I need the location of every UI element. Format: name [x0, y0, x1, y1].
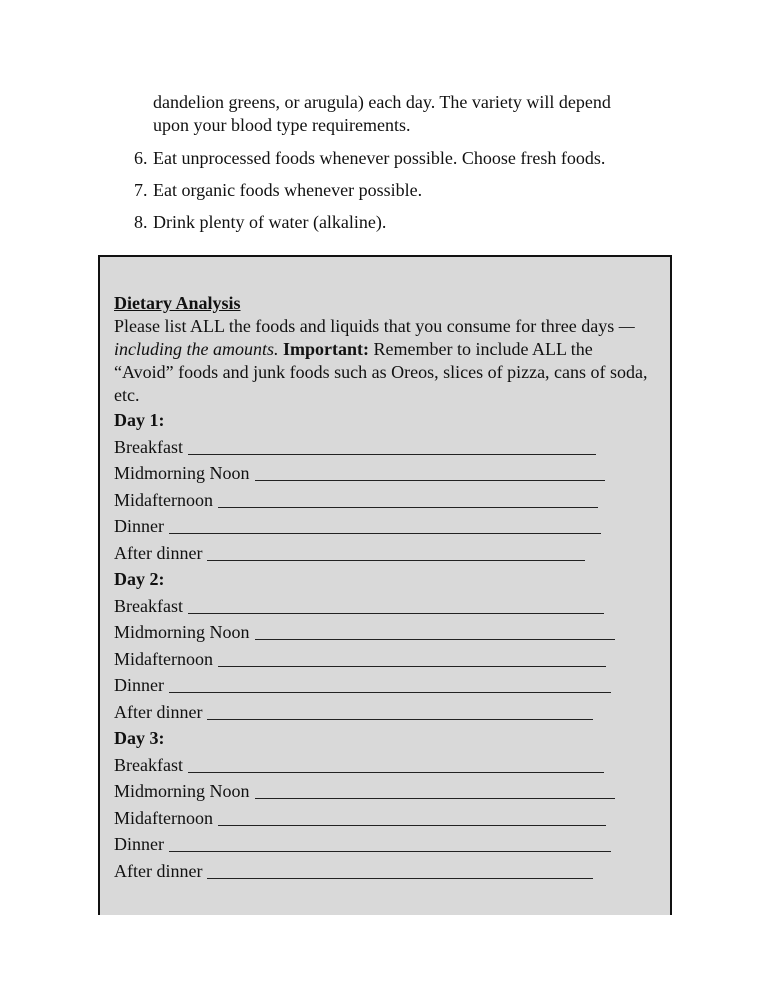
- meal-label: Midmorning Noon: [114, 463, 250, 483]
- meal-label: Dinner: [114, 834, 164, 854]
- panel-intro: [114, 315, 654, 407]
- day-label: Day 2:: [114, 569, 165, 589]
- meal-label: Breakfast: [114, 436, 183, 457]
- intro-italic: —including the amounts.: [114, 316, 635, 359]
- breakfast-entry-line[interactable]: [188, 754, 604, 773]
- dinner-entry-line[interactable]: [169, 674, 611, 693]
- list-item-number: 6.: [134, 148, 148, 168]
- list-item-text: Drink plenty of water (alkaline).: [153, 212, 387, 232]
- day-label: Day 1:: [114, 410, 165, 430]
- midafternoon-entry-line[interactable]: [218, 648, 606, 667]
- meal-label: After dinner: [114, 542, 203, 563]
- dinner-entry-line[interactable]: [169, 833, 611, 852]
- list-item-text: Eat organic foods whenever possible.: [153, 180, 423, 200]
- meal-row-breakfast: [114, 752, 654, 779]
- dinner-entry-line[interactable]: [169, 515, 601, 534]
- midmorning-entry-line[interactable]: [255, 462, 605, 481]
- meal-label: Midmorning Noon: [114, 781, 250, 801]
- meal-row-after-dinner: [114, 540, 654, 567]
- after-dinner-entry-line[interactable]: [207, 701, 593, 720]
- breakfast-entry-line[interactable]: [188, 595, 604, 614]
- meal-row-after-dinner: [114, 858, 654, 885]
- meal-label: After dinner: [114, 701, 203, 722]
- meal-label: Midafternoon: [114, 489, 213, 510]
- after-dinner-entry-line[interactable]: [207, 860, 593, 879]
- meal-row-midmorning: [114, 460, 654, 487]
- midafternoon-entry-line[interactable]: [218, 807, 606, 826]
- meal-row-after-dinner: [114, 699, 654, 726]
- meal-label: After dinner: [114, 860, 203, 881]
- list-item-number: 8.: [134, 212, 148, 232]
- meal-label: Midafternoon: [114, 807, 213, 828]
- list-item-text: Eat unprocessed foods whenever possible. Choose fresh foods.: [153, 148, 606, 168]
- after-dinner-entry-line[interactable]: [207, 542, 585, 561]
- day-section-1: [114, 407, 654, 566]
- list-item-6: [134, 147, 605, 170]
- meal-row-breakfast: [114, 434, 654, 461]
- meal-label: Breakfast: [114, 595, 183, 616]
- meal-row-dinner: [114, 672, 654, 699]
- meal-label: Midafternoon: [114, 648, 213, 669]
- dietary-analysis-panel: [98, 255, 672, 915]
- meal-row-dinner: [114, 831, 654, 858]
- day-section-3: [114, 725, 654, 884]
- meal-row-breakfast: [114, 593, 654, 620]
- meal-row-midafternoon: [114, 646, 654, 673]
- meal-label: Midmorning Noon: [114, 622, 250, 642]
- meal-label: Breakfast: [114, 754, 183, 775]
- day-section-2: [114, 566, 654, 725]
- meal-row-midafternoon: [114, 487, 654, 514]
- meal-row-midmorning: [114, 619, 654, 646]
- meal-row-midmorning: [114, 778, 654, 805]
- meal-label: Dinner: [114, 516, 164, 536]
- midmorning-entry-line[interactable]: [255, 780, 615, 799]
- meal-row-midafternoon: [114, 805, 654, 832]
- panel-content: [114, 291, 654, 884]
- breakfast-entry-line[interactable]: [188, 436, 596, 455]
- list-item-8: [134, 211, 386, 234]
- intro-text-2: Remember to include ALL the “Avoid” foods and junk foods such as Oreos, slices of pizza, cans of soda, etc.: [114, 339, 648, 405]
- panel-heading: Dietary Analysis: [114, 293, 241, 313]
- intro-bold: Important:: [283, 339, 369, 359]
- list-item-number: 7.: [134, 180, 148, 200]
- list-item-7: [134, 179, 422, 202]
- intro-text-1: Please list ALL the foods and liquids that you consume for three days: [114, 316, 619, 336]
- day-label: Day 3:: [114, 728, 165, 748]
- list-continuation-line-1: dandelion greens, or arugula) each day. The variety will depend: [153, 92, 611, 112]
- midmorning-entry-line[interactable]: [255, 621, 615, 640]
- midafternoon-entry-line[interactable]: [218, 489, 598, 508]
- meal-label: Dinner: [114, 675, 164, 695]
- meal-row-dinner: [114, 513, 654, 540]
- list-continuation-line-2: upon your blood type requirements.: [153, 115, 411, 135]
